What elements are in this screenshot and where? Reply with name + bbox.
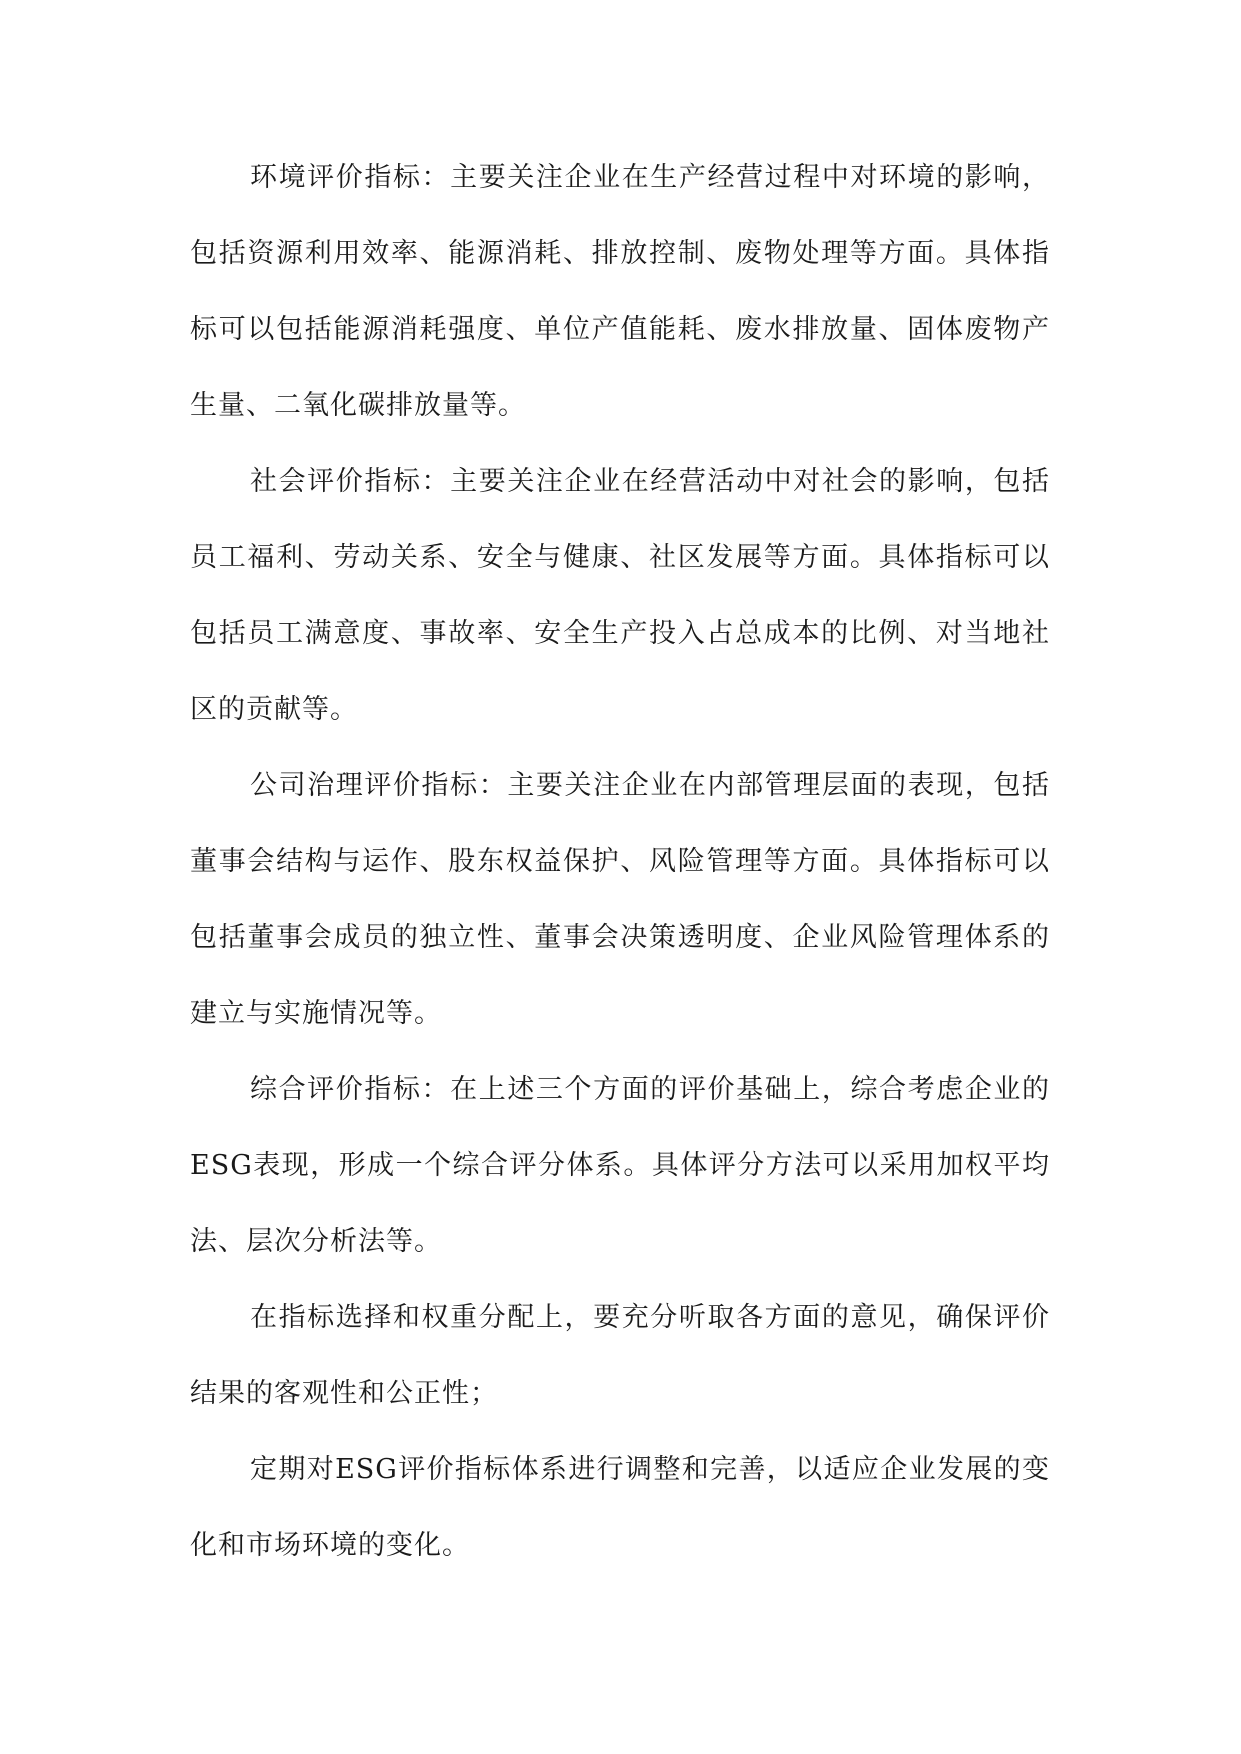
paragraph-environmental-indicators: 环境评价指标：主要关注企业在生产经营过程中对环境的影响，包括资源利用效率、能源消耗、排放控制、废物处理等方面。具体指标可以包括能源消耗强度、单位产值能耗、废水排放量、固体废物产生量、二氧化碳排放量等。 [190,162,1050,421]
paragraph-governance-indicators: 公司治理评价指标：主要关注企业在内部管理层面的表现，包括董事会结构与运作、股东权益保护、风险管理等方面。具体指标可以包括董事会成员的独立性、董事会决策透明度、企业风险管理体系的建立与实施情况等。 [190,770,1050,1029]
paragraph-indicator-selection: 在指标选择和权重分配上，要充分听取各方面的意见，确保评价结果的客观性和公正性； [190,1302,1050,1409]
document-body [190,140,1050,1584]
paragraph-social-indicators: 社会评价指标：主要关注企业在经营活动中对社会的影响，包括员工福利、劳动关系、安全与健康、社区发展等方面。具体指标可以包括员工满意度、事故率、安全生产投入占总成本的比例、对当地社区的贡献等。 [190,466,1050,725]
paragraph-composite-indicators: 综合评价指标：在上述三个方面的评价基础上，综合考虑企业的ESG表现，形成一个综合评分体系。具体评分方法可以采用加权平均法、层次分析法等。 [190,1074,1050,1257]
paragraph-periodic-adjustment: 定期对ESG评价指标体系进行调整和完善，以适应企业发展的变化和市场环境的变化。 [190,1454,1050,1561]
